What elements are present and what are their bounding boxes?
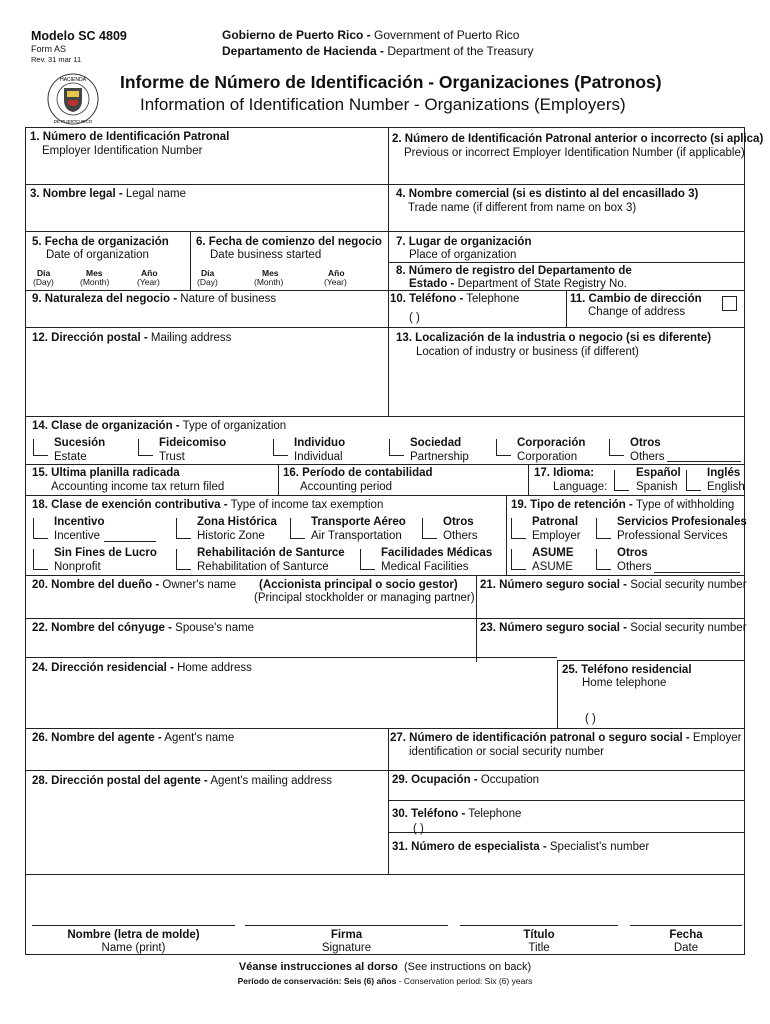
others-exemption-label: Otros: [443, 516, 474, 528]
others-withholding-checkbox[interactable]: [596, 549, 611, 570]
month-label: Mes: [262, 268, 279, 278]
form-code: Form AS: [31, 44, 67, 54]
field-29-label: 29. Ocupación - Occupation: [392, 774, 540, 786]
title-spanish: Informe de Número de Identificación - Organizaciones (Patronos): [120, 72, 662, 92]
field-5-label-en: Date of organization: [46, 249, 149, 261]
title-line[interactable]: [460, 925, 618, 926]
field-6-label: 6. Fecha de comienzo del negocio: [196, 236, 382, 248]
individual-label: Individuo: [294, 437, 346, 449]
spouse-ssn-input[interactable]: [480, 636, 742, 655]
field-16-label: 16. Período de contabilidad: [283, 467, 433, 479]
others-withholding-label-en: Others: [617, 561, 652, 573]
conservation-note: Período de conservación: Seis (6) años - Conservation period: Six (6) years: [237, 976, 533, 986]
air-transportation-label: Transporte Aéreo: [311, 516, 406, 528]
asume-label-en: ASUME: [532, 561, 573, 573]
corporation-label: Corporación: [517, 437, 586, 449]
industry-location-input[interactable]: [392, 360, 740, 414]
year-label-en: (Year): [324, 277, 347, 287]
field-20-note-en: (Principal stockholder or managing partner): [254, 592, 475, 604]
form-revision: Rev. 31 mar 11: [31, 55, 82, 64]
incentive-label-en: Incentive: [54, 530, 101, 542]
corporation-checkbox[interactable]: [496, 439, 511, 456]
year-label: Año: [141, 268, 158, 278]
field-30-label: 30. Teléfono - Telephone: [392, 808, 522, 820]
santurce-rehab-label: Rehabilitación de Santurce: [197, 547, 345, 559]
field-20-note: (Accionista principal o socio gestor): [259, 579, 458, 591]
previous-employer-id-input[interactable]: [392, 162, 740, 182]
medical-facilities-label: Facilidades Médicas: [381, 547, 493, 559]
field-22-label: 22. Nombre del cónyuge - Spouse's name: [32, 622, 255, 634]
historic-zone-label: Zona Histórica: [197, 516, 277, 528]
field-27-label: 27. Número de identificación patronal o seguro social - Employer: [390, 732, 742, 744]
incentive-input[interactable]: [104, 541, 156, 542]
trust-checkbox[interactable]: [138, 439, 153, 456]
trust-label-en: Trust: [159, 451, 185, 463]
air-transportation-label-en: Air Transportation: [311, 530, 402, 542]
english-label-en: English: [707, 481, 745, 493]
others-org-checkbox[interactable]: [609, 439, 624, 456]
others-org-input[interactable]: [667, 461, 741, 462]
day-label-en: (Day): [33, 277, 54, 287]
others-withholding-label: Otros: [617, 547, 648, 559]
owner-name-input[interactable]: [30, 600, 470, 616]
field-4-label-en: Trade name (if different from name on box 3): [408, 202, 637, 214]
spouse-name-input[interactable]: [30, 636, 470, 655]
legal-name-input[interactable]: [30, 203, 382, 229]
field-28-label: 28. Dirección postal del agente - Agent's mailing address: [32, 775, 333, 787]
field-23-label: 23. Número seguro social - Social security number: [480, 622, 747, 634]
field-21-label: 21. Número seguro social - Social security number: [480, 579, 747, 591]
employer-withholding-checkbox[interactable]: [511, 518, 526, 539]
month-label-en: (Month): [254, 277, 284, 287]
others-org-label-en: Others: [630, 451, 665, 463]
estate-checkbox[interactable]: [33, 439, 48, 456]
field-20-label: 20. Nombre del dueño - Owner's name: [32, 579, 237, 591]
field-3-label: 3. Nombre legal - Legal name: [30, 188, 186, 200]
santurce-rehab-checkbox[interactable]: [176, 549, 191, 570]
medical-facilities-label-en: Medical Facilities: [381, 561, 469, 573]
field-18-label: 18. Clase de exención contributiva - Type of income tax exemption: [32, 499, 384, 511]
owner-ssn-input[interactable]: [480, 594, 742, 616]
field-26-label: 26. Nombre del agente - Agent's name: [32, 732, 235, 744]
field-13-label: 13. Localización de la industria o negocio (si es diferente): [396, 332, 712, 344]
individual-label-en: Individual: [294, 451, 343, 463]
historic-zone-checkbox[interactable]: [176, 518, 191, 539]
instructions-note: Véanse instrucciones al dorso (See instructions on back): [238, 961, 532, 973]
professional-services-label: Servicios Profesionales: [617, 516, 747, 528]
home-telephone-input[interactable]: ( ): [585, 713, 596, 725]
partnership-label: Sociedad: [410, 437, 462, 449]
others-exemption-label-en: Others: [443, 530, 478, 542]
title-english: Information of Identification Number - Organizations (Employers): [140, 95, 626, 114]
air-transportation-checkbox[interactable]: [290, 518, 305, 539]
field-25-label: 25. Teléfono residencial: [562, 664, 692, 676]
estate-label-en: Estate: [54, 451, 87, 463]
employer-id-input[interactable]: [30, 160, 382, 182]
employer-withholding-label-en: Employer: [532, 530, 581, 542]
field-1-label-en: Employer Identification Number: [42, 145, 203, 157]
form-model: Modelo SC 4809: [31, 29, 127, 43]
asume-label: ASUME: [532, 547, 574, 559]
month-label: Mes: [86, 268, 103, 278]
field-17-label: 17. Idioma:: [534, 467, 595, 479]
professional-services-label-en: Professional Services: [617, 530, 728, 542]
field-9-label: 9. Naturaleza del negocio - Nature of business: [32, 293, 277, 305]
year-label-en: (Year): [137, 277, 160, 287]
field-10-label: 10. Teléfono - Telephone: [390, 293, 520, 305]
svg-text:HACIENDA: HACIENDA: [60, 77, 86, 83]
spanish-checkbox[interactable]: [614, 470, 629, 491]
field-17-label-en: Language:: [553, 481, 608, 493]
field-12-label: 12. Dirección postal - Mailing address: [32, 332, 232, 344]
government-line: Gobierno de Puerto Rico - Government of Puerto Rico: [222, 28, 520, 42]
day-label-en: (Day): [197, 277, 218, 287]
date-line[interactable]: [630, 925, 742, 926]
telephone-input[interactable]: ( ): [409, 312, 420, 324]
partnership-checkbox[interactable]: [389, 439, 404, 456]
field-15-label: 15. Ultima planilla radicada: [32, 467, 180, 479]
estate-label: Sucesión: [54, 437, 106, 449]
others-exemption-checkbox[interactable]: [422, 518, 437, 539]
date-label: Fecha: [669, 929, 703, 941]
english-label: Inglés: [707, 467, 741, 479]
name-print-line[interactable]: [32, 925, 235, 926]
treasury-seal-icon: [46, 72, 100, 126]
field-19-label: 19. Tipo de retención - Type of withholding: [511, 499, 735, 511]
name-print-label-en: Name (print): [101, 942, 166, 954]
partnership-label-en: Partnership: [410, 451, 469, 463]
title-label-en: Title: [528, 942, 550, 954]
field-2-label-en: Previous or incorrect Employer Identification Number (if applicable): [404, 147, 745, 159]
field-15-label-en: Accounting income tax return filed: [51, 481, 225, 493]
incentive-label: Incentivo: [54, 516, 105, 528]
svg-text:DE PUERTO RICO: DE PUERTO RICO: [53, 119, 93, 124]
asume-checkbox[interactable]: [511, 549, 526, 570]
field-2-label: 2. Número de Identificación Patronal anterior o incorrecto (si aplica): [392, 133, 764, 145]
incentive-checkbox[interactable]: [33, 518, 48, 539]
year-label: Año: [328, 268, 345, 278]
field-24-label: 24. Dirección residencial - Home address: [32, 662, 252, 674]
field-5-label: 5. Fecha de organización: [32, 236, 169, 248]
agent-mailing-address-input[interactable]: [30, 790, 382, 872]
field-16-label-en: Accounting period: [300, 481, 393, 493]
field-11-label-en: Change of address: [588, 306, 686, 318]
field-4-label: 4. Nombre comercial (si es distinto al del encasillado 3): [396, 188, 699, 200]
corporation-label-en: Corporation: [517, 451, 578, 463]
nonprofit-checkbox[interactable]: [33, 549, 48, 570]
field-14-label: 14. Clase de organización - Type of organization: [32, 420, 287, 432]
field-1-label: 1. Número de Identificación Patronal: [30, 131, 230, 143]
employer-withholding-label: Patronal: [532, 516, 579, 528]
historic-zone-label-en: Historic Zone: [197, 530, 265, 542]
name-print-label: Nombre (letra de molde): [67, 929, 200, 941]
field-7-label: 7. Lugar de organización: [396, 236, 532, 248]
field-8-label-en: Estado - Department of State Registry No.: [409, 278, 627, 290]
field-31-label: 31. Número de especialista - Specialist's number: [392, 841, 650, 853]
professional-services-checkbox[interactable]: [596, 518, 611, 539]
field-13-label-en: Location of industry or business (if different): [416, 346, 639, 358]
signature-label: Firma: [330, 929, 363, 941]
others-withholding-input[interactable]: [654, 572, 740, 573]
field-6-label-en: Date business started: [210, 249, 322, 261]
agent-telephone-input[interactable]: ( ): [413, 823, 424, 835]
department-line: Departamento de Hacienda - Department of the Treasury: [222, 44, 534, 58]
date-label-en: Date: [673, 942, 699, 954]
field-27-label-en: identification or social security number: [409, 746, 604, 758]
trade-name-input[interactable]: [392, 215, 740, 229]
signature-label-en: Signature: [321, 942, 372, 954]
mailing-address-input[interactable]: [30, 346, 382, 414]
individual-checkbox[interactable]: [273, 439, 288, 456]
nonprofit-label-en: Nonprofit: [54, 561, 101, 573]
day-label: Día: [201, 268, 215, 278]
spanish-label-en: Spanish: [636, 481, 678, 493]
field-7-label-en: Place of organization: [409, 249, 517, 261]
field-8-label: 8. Número de registro del Departamento de: [396, 265, 632, 277]
medical-facilities-checkbox[interactable]: [360, 549, 375, 570]
others-org-label: Otros: [630, 437, 661, 449]
santurce-rehab-label-en: Rehabilitation of Santurce: [197, 561, 329, 573]
day-label: Día: [37, 268, 51, 278]
nonprofit-label: Sin Fines de Lucro: [54, 547, 157, 559]
english-checkbox[interactable]: [686, 470, 701, 491]
field-25-label-en: Home telephone: [582, 677, 667, 689]
field-11-label: 11. Cambio de dirección: [570, 293, 702, 305]
nature-of-business-input[interactable]: [30, 306, 382, 326]
change-of-address-checkbox[interactable]: [722, 296, 737, 311]
agent-name-input[interactable]: [30, 746, 382, 768]
title-label: Título: [523, 929, 555, 941]
spanish-label: Español: [636, 467, 681, 479]
home-address-input[interactable]: [30, 676, 550, 726]
trust-label: Fideicomiso: [159, 437, 227, 449]
signature-line[interactable]: [245, 925, 448, 926]
month-label-en: (Month): [80, 277, 110, 287]
